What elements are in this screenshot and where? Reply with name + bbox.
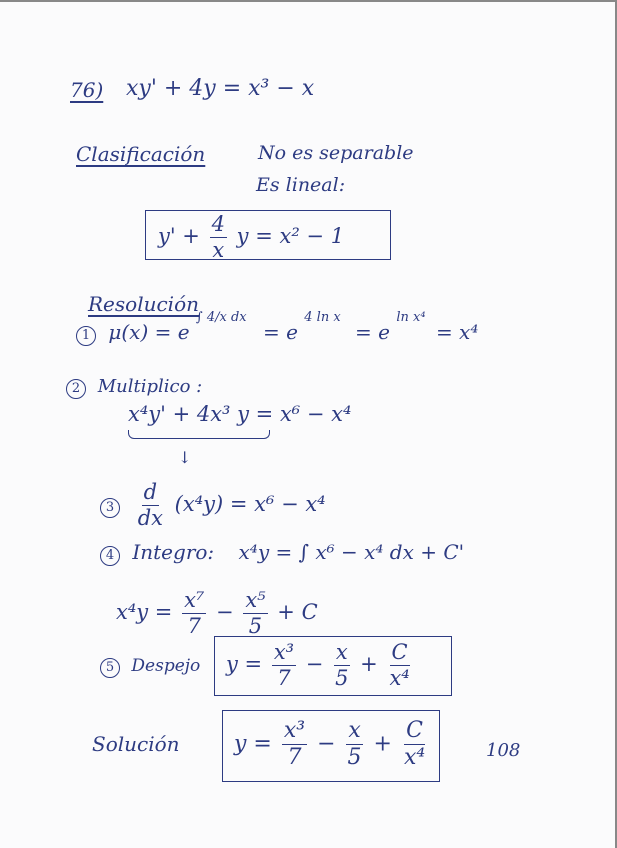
step3-rest: (x⁴y) = x⁶ − x⁴ <box>174 492 326 516</box>
step5-label-line <box>100 656 200 678</box>
step5-t3-den: x⁴ <box>389 666 410 690</box>
solution-minus: − <box>317 731 336 757</box>
solution-t1-den: 7 <box>287 745 302 770</box>
step3-line <box>100 482 326 529</box>
step1-eq4: = x⁴ <box>435 320 479 344</box>
step5-t2-num: x <box>335 640 348 664</box>
step1-eq2: = e <box>262 320 298 344</box>
step5-t1-den: 7 <box>277 666 291 690</box>
step1-exponent: ∫ 4/x dx <box>195 310 247 326</box>
step4-t1-den: 7 <box>187 614 201 638</box>
solution-label: Solución <box>92 732 180 756</box>
step5-t1-num: x³ <box>273 640 295 664</box>
standard-form-right: y = x² − 1 <box>236 224 345 248</box>
resolution-heading: Resolución <box>88 292 199 316</box>
problem-equation: xy' + 4y = x³ − x <box>126 76 315 101</box>
solution-t2-den: 5 <box>347 745 362 770</box>
derivative-d: d <box>143 480 158 504</box>
page-number: 108 <box>486 740 521 761</box>
problem-number: 76) <box>70 78 104 102</box>
step2-label: Multiplico : <box>97 376 203 397</box>
step4-line <box>100 540 464 566</box>
step4-t2-den: 5 <box>248 614 263 638</box>
step1-mu: μ(x) = e <box>108 320 190 344</box>
step2-number: 2 <box>66 379 86 399</box>
step4-term1 <box>182 590 206 637</box>
standard-form-left: y' + <box>158 224 200 248</box>
derivative-dx: dx <box>137 506 163 530</box>
step1-eq3: = e <box>355 320 390 344</box>
step5-equation <box>226 642 415 689</box>
coef-den: x <box>212 238 225 262</box>
step1-exp2: 4 ln x <box>304 310 341 326</box>
solution-plus: + <box>373 731 392 757</box>
solution-equation <box>234 720 430 769</box>
step2-equation: x⁴y' + 4x³ y = x⁶ − x⁴ <box>128 402 352 426</box>
solution-term2 <box>346 720 364 769</box>
step4-label: Integro: <box>132 540 215 564</box>
solution-t3-num: C <box>406 718 423 743</box>
solution-t3-den: x⁴ <box>403 745 426 770</box>
solution-t2-num: x <box>348 718 361 743</box>
linear-text: Es lineal: <box>256 174 346 196</box>
step5-term1 <box>272 642 296 689</box>
step4-result <box>116 590 318 637</box>
step5-plus: + <box>360 652 378 676</box>
step5-y-eq: y = <box>226 652 263 676</box>
step4-plus-c: + C <box>277 600 318 624</box>
not-separable-text: No es separable <box>258 142 414 164</box>
step5-number: 5 <box>100 658 120 678</box>
step3-number: 3 <box>100 498 120 518</box>
down-arrow-icon: ↓ <box>178 448 192 467</box>
coef-fraction <box>210 214 227 261</box>
step5-minus: − <box>305 652 324 676</box>
underbrace <box>128 430 270 439</box>
step4-t2-num: x⁵ <box>245 588 266 612</box>
step5-term2 <box>333 642 350 689</box>
step4-t1-num: x⁷ <box>184 588 205 612</box>
solution-term1 <box>282 720 307 769</box>
step1-exp3: ln x⁴ <box>396 310 426 326</box>
step1-number: 1 <box>76 326 96 346</box>
step4-result-left: x⁴y = <box>116 600 173 624</box>
step4-term2 <box>243 590 267 637</box>
step5-t2-den: 5 <box>335 666 349 690</box>
solution-term3 <box>402 720 427 769</box>
step5-label: Despejo <box>131 656 201 676</box>
derivative-fraction <box>136 482 165 529</box>
step4-number: 4 <box>100 546 120 566</box>
step2-label-line <box>66 376 202 399</box>
coef-num: 4 <box>211 212 225 236</box>
classification-heading: Clasificación <box>76 142 206 166</box>
step4-equation: x⁴y = ∫ x⁶ − x⁴ dx + C' <box>238 540 465 564</box>
solution-t1-num: x³ <box>283 718 306 743</box>
step4-minus: − <box>216 600 234 624</box>
step5-t3-num: C <box>391 640 408 664</box>
step5-term3 <box>387 642 411 689</box>
step1-line <box>76 310 479 346</box>
solution-y-eq: y = <box>234 731 272 757</box>
standard-form-equation <box>158 214 344 261</box>
